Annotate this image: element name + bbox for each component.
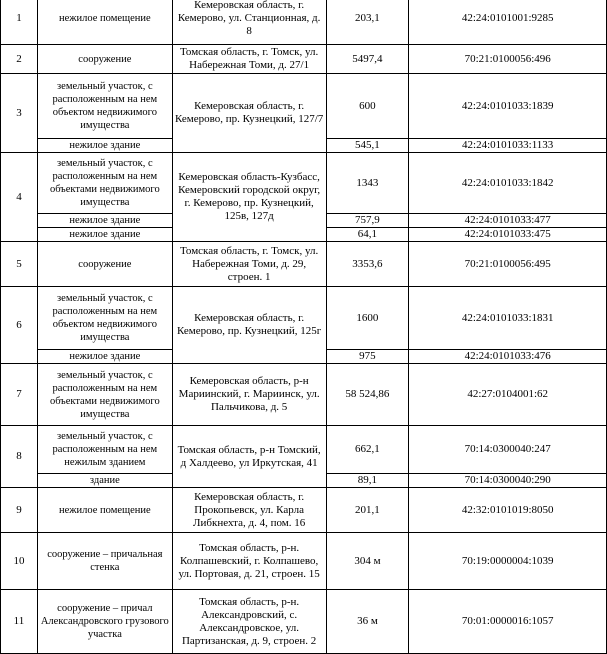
row-number-cell: 4 [1,153,38,242]
area-cell: 545,1 [326,139,409,153]
object-type-cell: нежилое здание [37,214,172,228]
table-row [1,287,607,350]
cadastral-number-cell: 42:24:0101033:1839 [409,74,607,139]
object-type-cell: земельный участок, с расположенным на нем нежилым зданием [37,426,172,474]
row-number-cell: 7 [1,364,38,426]
object-type-cell: земельный участок, с расположенным на нем объектами недвижимого имущества [37,153,172,214]
property-table-body [1,0,607,654]
row-number-cell: 8 [1,426,38,488]
row-number-cell: 2 [1,45,38,74]
table-row [1,0,607,45]
address-cell: Кемеровская область, р-н Мариинский, г. Мариинск, ул. Пальчикова, д. 5 [172,364,326,426]
area-cell: 64,1 [326,228,409,242]
object-type-cell: земельный участок, с расположенным на нем объектом недвижимого имущества [37,74,172,139]
address-cell [172,74,326,153]
area-cell: 89,1 [326,474,409,488]
table-row [1,74,607,139]
row-number-cell: 9 [1,488,38,533]
cadastral-number-cell: 70:14:0300040:290 [409,474,607,488]
cadastral-number-cell: 70:01:0000016:1057 [409,590,607,654]
cadastral-number-cell: 42:27:0104001:62 [409,364,607,426]
area-cell: 1343 [326,153,409,214]
area-cell: 600 [326,74,409,139]
address-line: Кемеровская область, г. [194,100,305,112]
object-type-cell: нежилое помещение [37,0,172,45]
cadastral-number-cell: 42:24:0101033:475 [409,228,607,242]
table-row [1,590,607,654]
object-type-cell: земельный участок, с расположенным на нем объектом недвижимого имущества [37,287,172,350]
area-cell: 3353,6 [326,242,409,287]
table-row [1,242,607,287]
address-cell: Томская область, р-н Томский, д Халдеево, ул Иркутская, 41 [172,426,326,488]
object-type-cell: сооружение – причал Александровского грузового участка [37,590,172,654]
cadastral-number-cell: 42:24:0101033:476 [409,350,607,364]
area-cell: 5497,4 [326,45,409,74]
area-cell: 975 [326,350,409,364]
object-type-cell: земельный участок, с расположенным на нем объектами недвижимого имущества [37,364,172,426]
row-number-cell: 11 [1,590,38,654]
area-cell: 304 м [326,533,409,590]
cadastral-number-cell: 42:24:0101033:1133 [409,139,607,153]
cadastral-number-cell: 42:24:0101033:1831 [409,287,607,350]
cadastral-number-cell: 70:21:0100056:496 [409,45,607,74]
area-cell: 662,1 [326,426,409,474]
table-row [1,45,607,74]
table-row [1,426,607,474]
address-line: Кемерово, пр. Кузнецкий, 127/7 [174,113,324,125]
object-type-cell: здание [37,474,172,488]
object-type-cell: нежилое здание [37,228,172,242]
cadastral-number-cell: 42:24:0101033:477 [409,214,607,228]
address-cell: Кемеровская область, г. Кемерово, ул. Станционная, д. 8 [172,0,326,45]
row-number-cell: 5 [1,242,38,287]
address-cell: Томская область, р-н. Колпашевский, г. Колпашево, ул. Портовая, д. 21, строен. 15 [172,533,326,590]
row-number-cell: 10 [1,533,38,590]
cadastral-number-cell: 70:21:0100056:495 [409,242,607,287]
cadastral-number-cell: 70:19:0000004:1039 [409,533,607,590]
cadastral-number-cell: 42:24:0101033:1842 [409,153,607,214]
address-cell: Кемеровская область, г. Прокопьевск, ул. Карла Либкнехта, д. 4, пом. 16 [172,488,326,533]
address-cell: Томская область, г. Томск, ул. Набережная Томи, д. 27/1 [172,45,326,74]
address-cell: Томская область, г. Томск, ул. Набережная Томи, д. 29, строен. 1 [172,242,326,287]
row-number-cell: 1 [1,0,38,45]
table-row [1,488,607,533]
area-cell: 1600 [326,287,409,350]
area-cell: 58 524,86 [326,364,409,426]
area-cell: 203,1 [326,0,409,45]
table-row [1,533,607,590]
address-cell: Томская область, р-н. Александровский, с. Александровское, ул. Партизанская, д. 9, строен. 2 [172,590,326,654]
cadastral-number-cell: 42:24:0101001:9285 [409,0,607,45]
row-number-cell: 3 [1,74,38,153]
object-type-cell: сооружение [37,45,172,74]
cadastral-number-cell: 42:32:0101019:8050 [409,488,607,533]
object-type-cell: сооружение [37,242,172,287]
table-row [1,153,607,214]
object-type-cell: сооружение – причальная стенка [37,533,172,590]
area-cell: 201,1 [326,488,409,533]
address-cell: Кемеровская область-Кузбасс, Кемеровский городской округ, г. Кемерово, пр. Кузнецкий, 125в, 127д [172,153,326,242]
object-type-cell: нежилое здание [37,350,172,364]
table-row [1,364,607,426]
object-type-cell: нежилое здание [37,139,172,153]
object-type-cell: нежилое помещение [37,488,172,533]
row-number-cell: 6 [1,287,38,364]
cadastral-number-cell: 70:14:0300040:247 [409,426,607,474]
address-cell: Кемеровская область, г. Кемерово, пр. Кузнецкий, 125г [172,287,326,364]
area-cell: 757,9 [326,214,409,228]
area-cell: 36 м [326,590,409,654]
